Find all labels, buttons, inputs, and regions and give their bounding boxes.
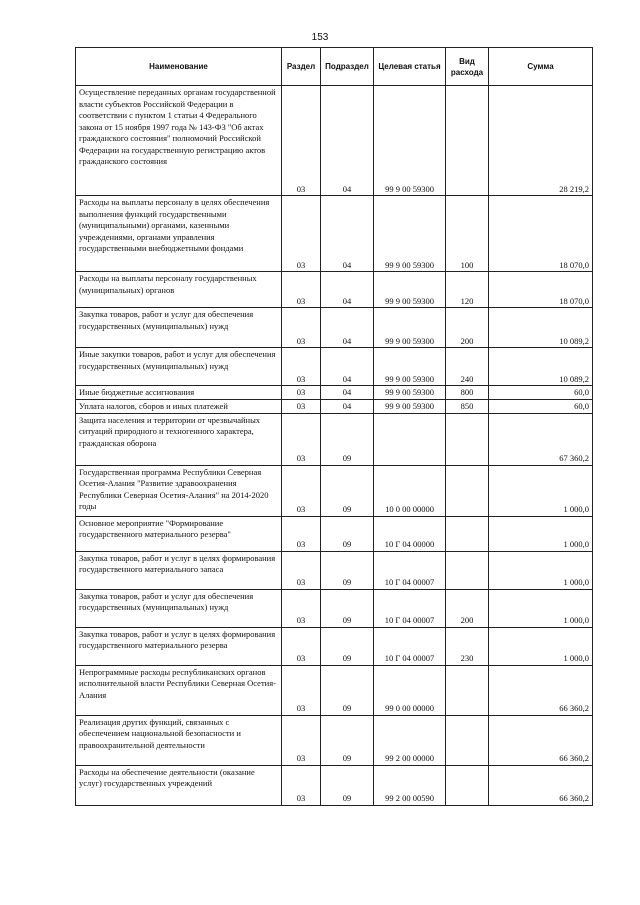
row-target: 99 9 00 59300	[374, 196, 446, 272]
row-section: 03	[282, 196, 321, 272]
row-kind: 200	[446, 308, 489, 348]
row-sum: 1 000,0	[489, 589, 593, 627]
row-name: Иные бюджетные ассигнования	[76, 386, 282, 400]
row-name: Непрограммные расходы республиканских органов исполнительной власти Республики Северная Осетия-Алания	[76, 665, 282, 715]
row-name: Закупка товаров, работ и услуг в целях формирования государственного материального запаса	[76, 551, 282, 589]
row-name: Осуществление переданных органам государственной власти субъектов Российской Федерации в соответствии с пунктом 1 статьи 4 Федерального закона от 15 ноября 1997 года № 143-ФЗ "Об актах гражданского состояния" полномочий Российской Федерации на государственную регистрацию актов гражданского состояния	[76, 86, 282, 196]
row-section: 03	[282, 348, 321, 386]
row-subsection: 04	[321, 399, 374, 413]
row-subsection: 09	[321, 715, 374, 765]
row-target: 99 2 00 00000	[374, 715, 446, 765]
row-sum: 10 089,2	[489, 348, 593, 386]
row-name: Расходы на обеспечение деятельности (оказание услуг) государственных учреждений	[76, 765, 282, 805]
row-sum: 67 360,2	[489, 413, 593, 465]
row-kind	[446, 665, 489, 715]
row-sum: 60,0	[489, 386, 593, 400]
row-sum: 18 070,0	[489, 196, 593, 272]
row-name: Закупка товаров, работ и услуг для обеспечения государственных (муниципальных) нужд	[76, 308, 282, 348]
row-kind: 100	[446, 196, 489, 272]
table-row	[76, 765, 593, 805]
row-target: 99 0 00 00000	[374, 665, 446, 715]
row-kind: 850	[446, 399, 489, 413]
row-section: 03	[282, 627, 321, 665]
row-sum: 1 000,0	[489, 516, 593, 551]
row-kind: 200	[446, 589, 489, 627]
row-sum: 28 219,2	[489, 86, 593, 196]
row-name: Уплата налогов, сборов и иных платежей	[76, 399, 282, 413]
row-subsection: 09	[321, 516, 374, 551]
row-sum: 1 000,0	[489, 551, 593, 589]
row-target	[374, 413, 446, 465]
table-row	[76, 86, 593, 196]
row-target: 10 Г 04 00000	[374, 516, 446, 551]
row-section: 03	[282, 399, 321, 413]
row-subsection: 04	[321, 308, 374, 348]
row-kind: 120	[446, 272, 489, 308]
row-name: Реализация других функций, связанных с обеспечением национальной безопасности и правоохранительной деятельности	[76, 715, 282, 765]
row-name: Закупка товаров, работ и услуг для обеспечения государственных (муниципальных) нужд	[76, 589, 282, 627]
row-subsection: 04	[321, 348, 374, 386]
row-subsection: 04	[321, 272, 374, 308]
row-sum: 10 089,2	[489, 308, 593, 348]
header-name: Наименование	[76, 48, 282, 86]
table-row	[76, 627, 593, 665]
row-target: 99 9 00 59300	[374, 86, 446, 196]
row-target: 99 2 00 00590	[374, 765, 446, 805]
table-row	[76, 308, 593, 348]
row-subsection: 04	[321, 196, 374, 272]
row-sum: 66 360,2	[489, 665, 593, 715]
row-section: 03	[282, 86, 321, 196]
table-row	[76, 465, 593, 516]
row-name: Иные закупки товаров, работ и услуг для обеспечения государственных (муниципальных) нужд	[76, 348, 282, 386]
row-kind	[446, 86, 489, 196]
row-subsection: 09	[321, 413, 374, 465]
row-kind	[446, 715, 489, 765]
row-kind	[446, 765, 489, 805]
table-row	[76, 551, 593, 589]
header-section: Раздел	[282, 48, 321, 86]
table-row	[76, 196, 593, 272]
row-section: 03	[282, 765, 321, 805]
row-kind	[446, 465, 489, 516]
row-section: 03	[282, 386, 321, 400]
row-name: Расходы на выплаты персоналу в целях обеспечения выполнения функций государственными (муниципальными) органами, казенными учреждениями, органами управления государственными внебюджетными фондами	[76, 196, 282, 272]
row-sum: 66 360,2	[489, 715, 593, 765]
row-kind: 230	[446, 627, 489, 665]
row-subsection: 09	[321, 765, 374, 805]
table-header-row	[76, 48, 593, 86]
budget-table	[75, 47, 593, 806]
row-section: 03	[282, 272, 321, 308]
row-target: 99 9 00 59300	[374, 272, 446, 308]
row-subsection: 09	[321, 465, 374, 516]
row-subsection: 04	[321, 86, 374, 196]
row-name: Государственная программа Республики Северная Осетия-Алания "Развитие здравоохранения Республики Северная Осетия-Алания" на 2014-2020 годы	[76, 465, 282, 516]
row-target: 99 9 00 59300	[374, 386, 446, 400]
table-row	[76, 348, 593, 386]
row-name: Закупка товаров, работ и услуг в целях формирования государственного материального резерва	[76, 627, 282, 665]
row-name: Расходы на выплаты персоналу государственных (муниципальных) органов	[76, 272, 282, 308]
row-subsection: 09	[321, 551, 374, 589]
row-section: 03	[282, 413, 321, 465]
table-row	[76, 272, 593, 308]
table-row	[76, 399, 593, 413]
row-target: 10 Г 04 00007	[374, 589, 446, 627]
row-sum: 1 000,0	[489, 627, 593, 665]
row-name: Защита населения и территории от чрезвычайных ситуаций природного и техногенного характера, гражданская оборона	[76, 413, 282, 465]
header-sum: Сумма	[489, 48, 593, 86]
row-target: 10 Г 04 00007	[374, 627, 446, 665]
row-target: 99 9 00 59300	[374, 399, 446, 413]
row-section: 03	[282, 715, 321, 765]
table-row	[76, 589, 593, 627]
row-kind: 240	[446, 348, 489, 386]
header-kind: Вид расхода	[446, 48, 489, 86]
row-kind	[446, 551, 489, 589]
table-row	[76, 665, 593, 715]
row-sum: 18 070,0	[489, 272, 593, 308]
row-section: 03	[282, 551, 321, 589]
row-section: 03	[282, 516, 321, 551]
row-target: 99 9 00 59300	[374, 308, 446, 348]
row-subsection: 09	[321, 627, 374, 665]
row-sum: 66 360,2	[489, 765, 593, 805]
row-section: 03	[282, 465, 321, 516]
row-kind	[446, 413, 489, 465]
row-subsection: 09	[321, 665, 374, 715]
row-sum: 60,0	[489, 399, 593, 413]
table-row	[76, 516, 593, 551]
row-name: Основное мероприятие "Формирование государственного материального резерва"	[76, 516, 282, 551]
header-target: Целевая статья	[374, 48, 446, 86]
row-kind	[446, 516, 489, 551]
row-subsection: 04	[321, 386, 374, 400]
row-section: 03	[282, 308, 321, 348]
row-target: 10 Г 04 00007	[374, 551, 446, 589]
row-target: 99 9 00 59300	[374, 348, 446, 386]
row-subsection: 09	[321, 589, 374, 627]
table-row	[76, 386, 593, 400]
row-section: 03	[282, 665, 321, 715]
page-number: 153	[311, 32, 329, 43]
row-section: 03	[282, 589, 321, 627]
table-row	[76, 715, 593, 765]
row-target: 10 0 00 00000	[374, 465, 446, 516]
row-kind: 800	[446, 386, 489, 400]
table-row	[76, 413, 593, 465]
header-subsection: Подраздел	[321, 48, 374, 86]
row-sum: 1 000,0	[489, 465, 593, 516]
